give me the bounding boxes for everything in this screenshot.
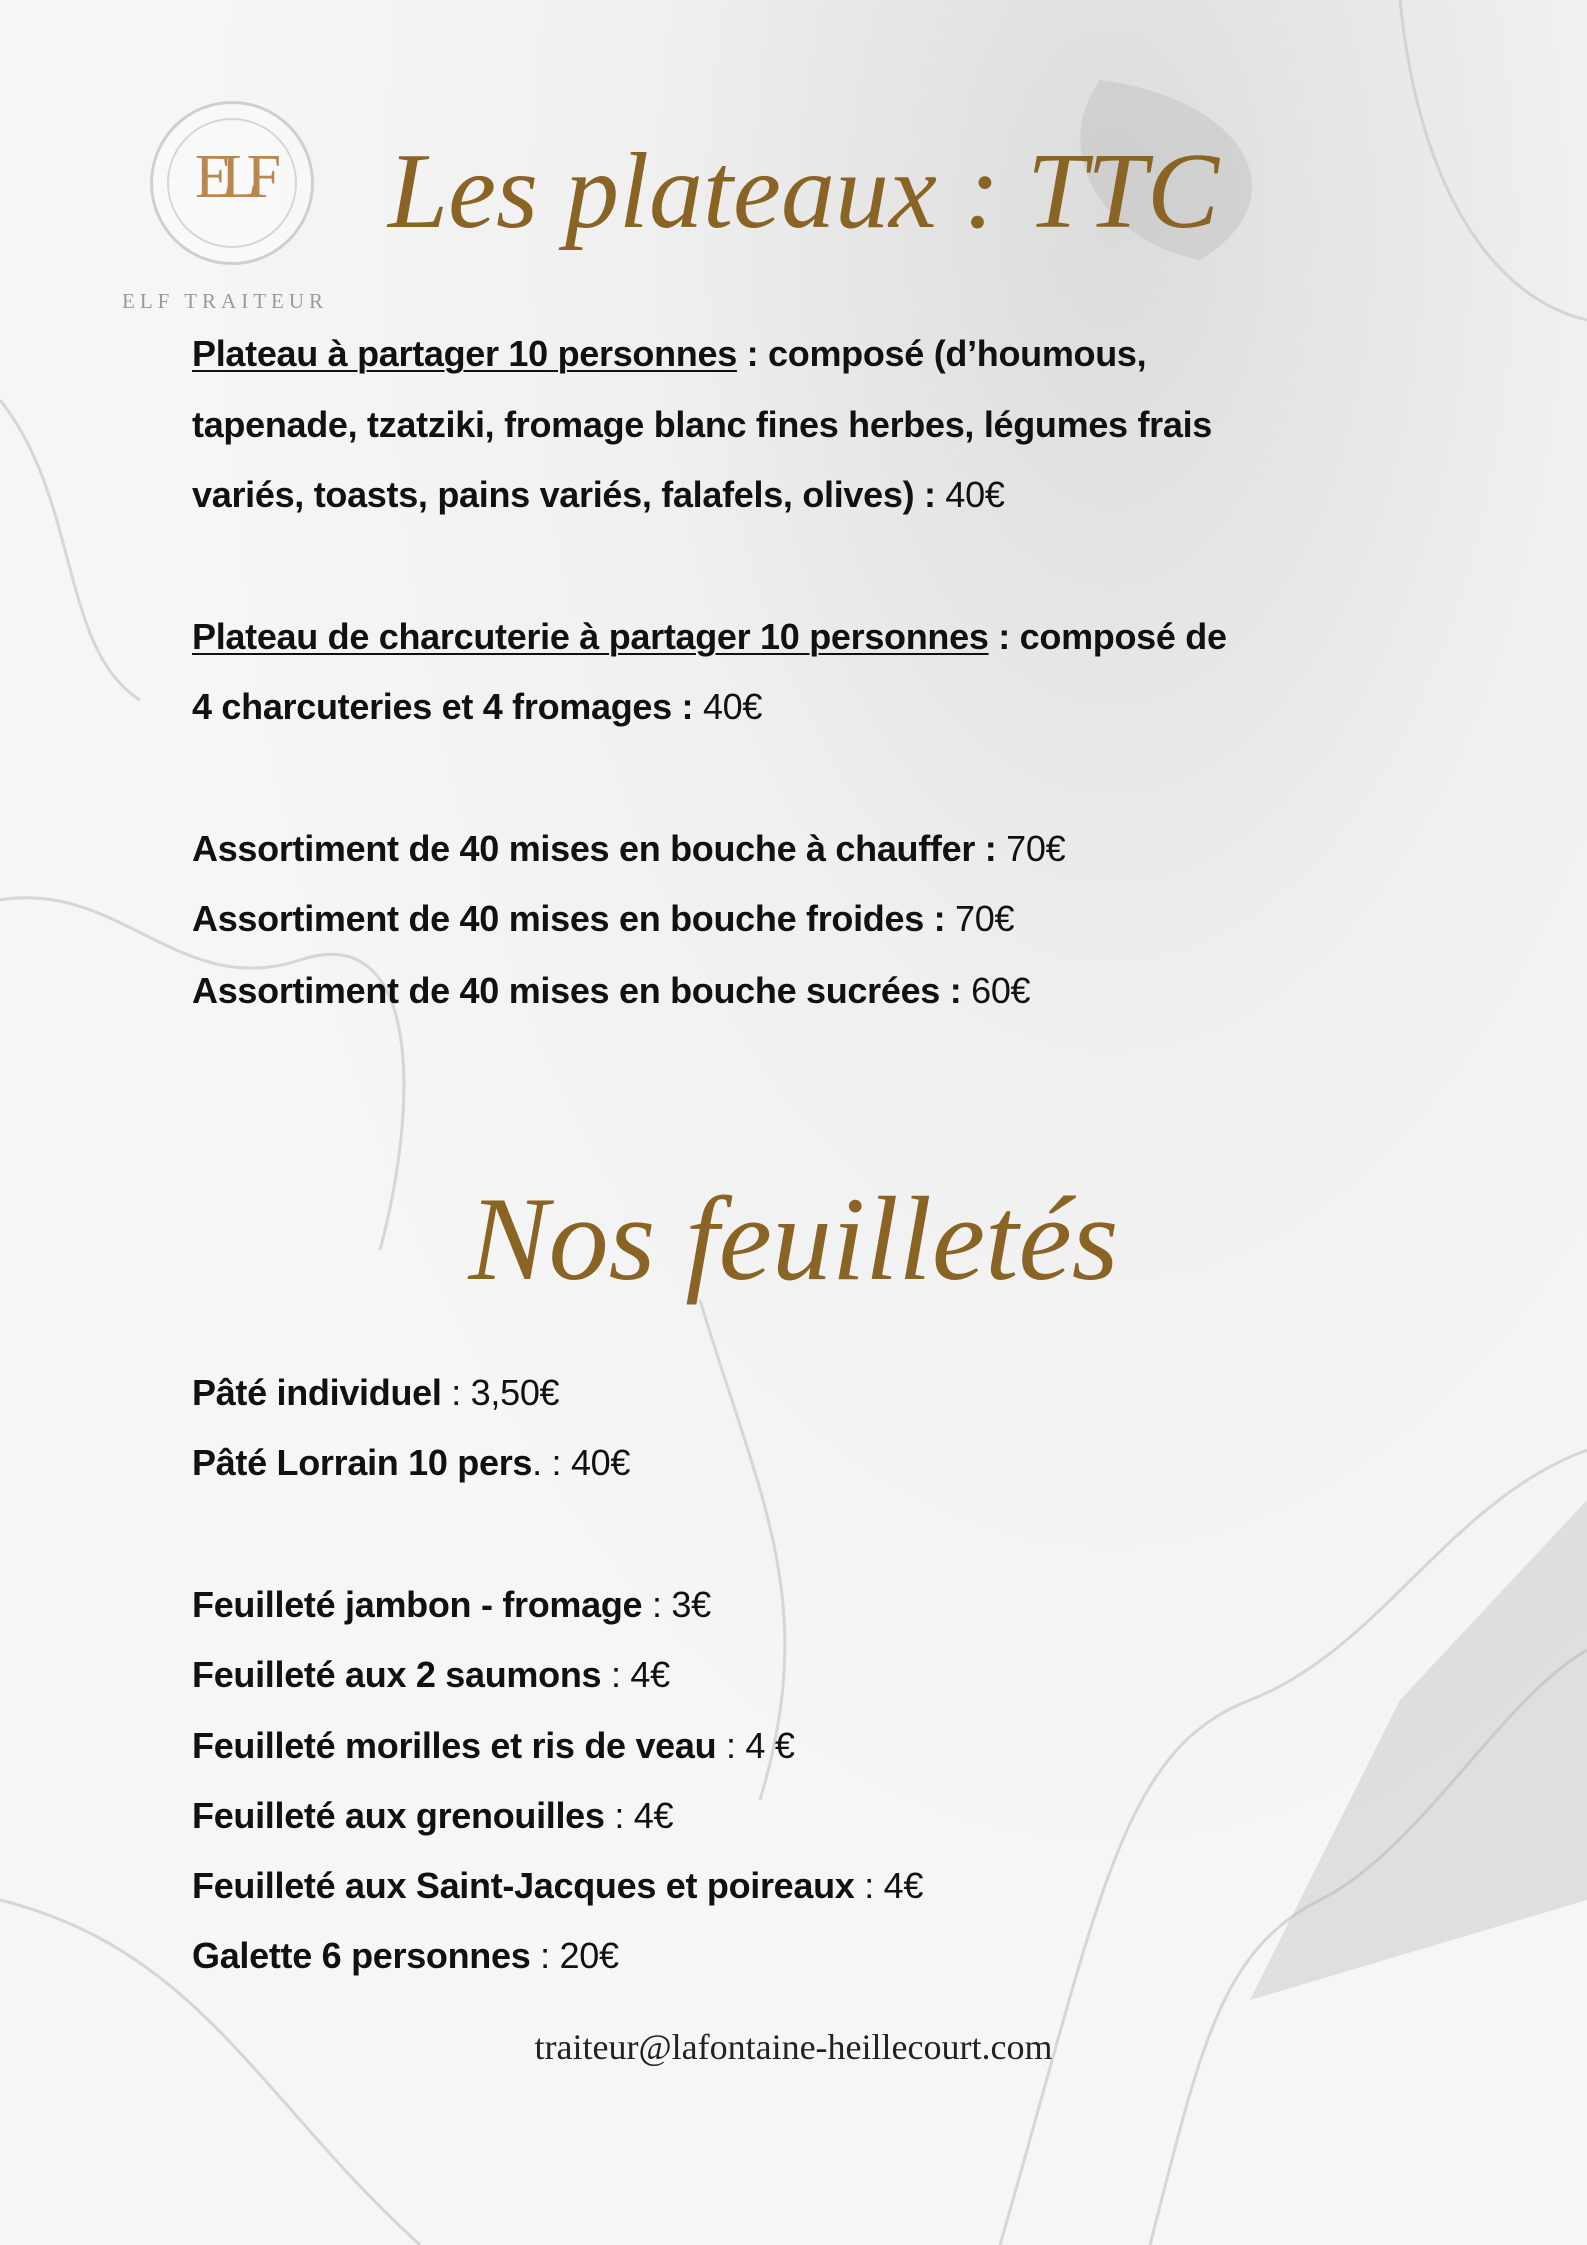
item-name: Pâté Lorrain 10 pers bbox=[192, 1442, 533, 1483]
item-price: : 4€ bbox=[854, 1865, 924, 1906]
logo-monogram: ELF bbox=[194, 143, 270, 211]
item-price: : 3€ bbox=[642, 1584, 711, 1625]
item-price: 70€ bbox=[1006, 828, 1066, 869]
section-title-plateaux: Les plateaux : TTC bbox=[388, 132, 1220, 251]
item-price: : 3,50€ bbox=[441, 1372, 560, 1413]
menu-item bbox=[192, 1371, 559, 1415]
menu-item bbox=[192, 1441, 630, 1485]
item-price: 70€ bbox=[955, 898, 1015, 939]
menu-item bbox=[192, 897, 1014, 941]
item-desc: : composé de bbox=[988, 616, 1227, 657]
elf-traiteur-logo bbox=[150, 101, 314, 265]
item-price: : 4€ bbox=[601, 1654, 670, 1695]
menu-item bbox=[192, 827, 1065, 871]
item-name: Feuilleté morilles et ris de veau bbox=[192, 1725, 717, 1766]
item-price: . : 40€ bbox=[532, 1442, 631, 1483]
item-name: Feuilleté aux 2 saumons bbox=[192, 1654, 602, 1695]
item-name: Plateau de charcuterie à partager 10 personnes bbox=[192, 616, 989, 657]
item-desc: 4 charcuteries et 4 fromages : bbox=[192, 686, 703, 727]
menu-item bbox=[192, 1934, 619, 1978]
item-name: Galette 6 personnes bbox=[192, 1935, 531, 1976]
plateau-partage-line3 bbox=[192, 473, 1005, 517]
menu-item bbox=[192, 1653, 670, 1697]
item-name: Plateau à partager 10 personnes bbox=[192, 333, 737, 374]
logo-caption: ELF TRAITEUR bbox=[122, 289, 329, 313]
menu-item bbox=[192, 969, 1030, 1013]
item-name: Feuilleté aux grenouilles bbox=[192, 1795, 605, 1836]
plateau-partage-line2: tapenade, tzatziki, fromage blanc fines herbes, légumes frais bbox=[192, 404, 1213, 445]
item-desc: variés, toasts, pains variés, falafels, olives) : bbox=[192, 474, 946, 515]
item-name: Feuilleté jambon - fromage bbox=[192, 1584, 643, 1625]
item-price: : 4€ bbox=[604, 1795, 674, 1836]
item-name: Pâté individuel bbox=[192, 1372, 442, 1413]
menu-item bbox=[192, 1583, 711, 1627]
plateau-charcuterie-line1 bbox=[192, 615, 1227, 659]
menu-item bbox=[192, 1794, 673, 1838]
menu-item bbox=[192, 1864, 923, 1908]
item-name: Feuilleté aux Saint-Jacques et poireaux bbox=[192, 1865, 855, 1906]
plateau-partage-line1 bbox=[192, 332, 1146, 376]
item-price: : 20€ bbox=[530, 1935, 619, 1976]
item-name: Assortiment de 40 mises en bouche froides : bbox=[192, 898, 956, 939]
item-desc: : composé (d’houmous, bbox=[736, 333, 1147, 374]
item-price: 40€ bbox=[702, 686, 763, 727]
item-price: : 4 € bbox=[716, 1725, 795, 1766]
item-name: Assortiment de 40 mises en bouche à chauffer : bbox=[192, 828, 1007, 869]
menu-item bbox=[192, 1724, 795, 1768]
contact-email[interactable]: traiteur@lafontaine-heillecourt.com bbox=[534, 2027, 1053, 2067]
plateau-charcuterie-line2 bbox=[192, 685, 762, 729]
section-title-feuilletes: Nos feuilletés bbox=[468, 1172, 1119, 1305]
item-price: 40€ bbox=[945, 474, 1005, 515]
item-name: Assortiment de 40 mises en bouche sucrées : bbox=[192, 970, 972, 1011]
item-price: 60€ bbox=[971, 970, 1031, 1011]
